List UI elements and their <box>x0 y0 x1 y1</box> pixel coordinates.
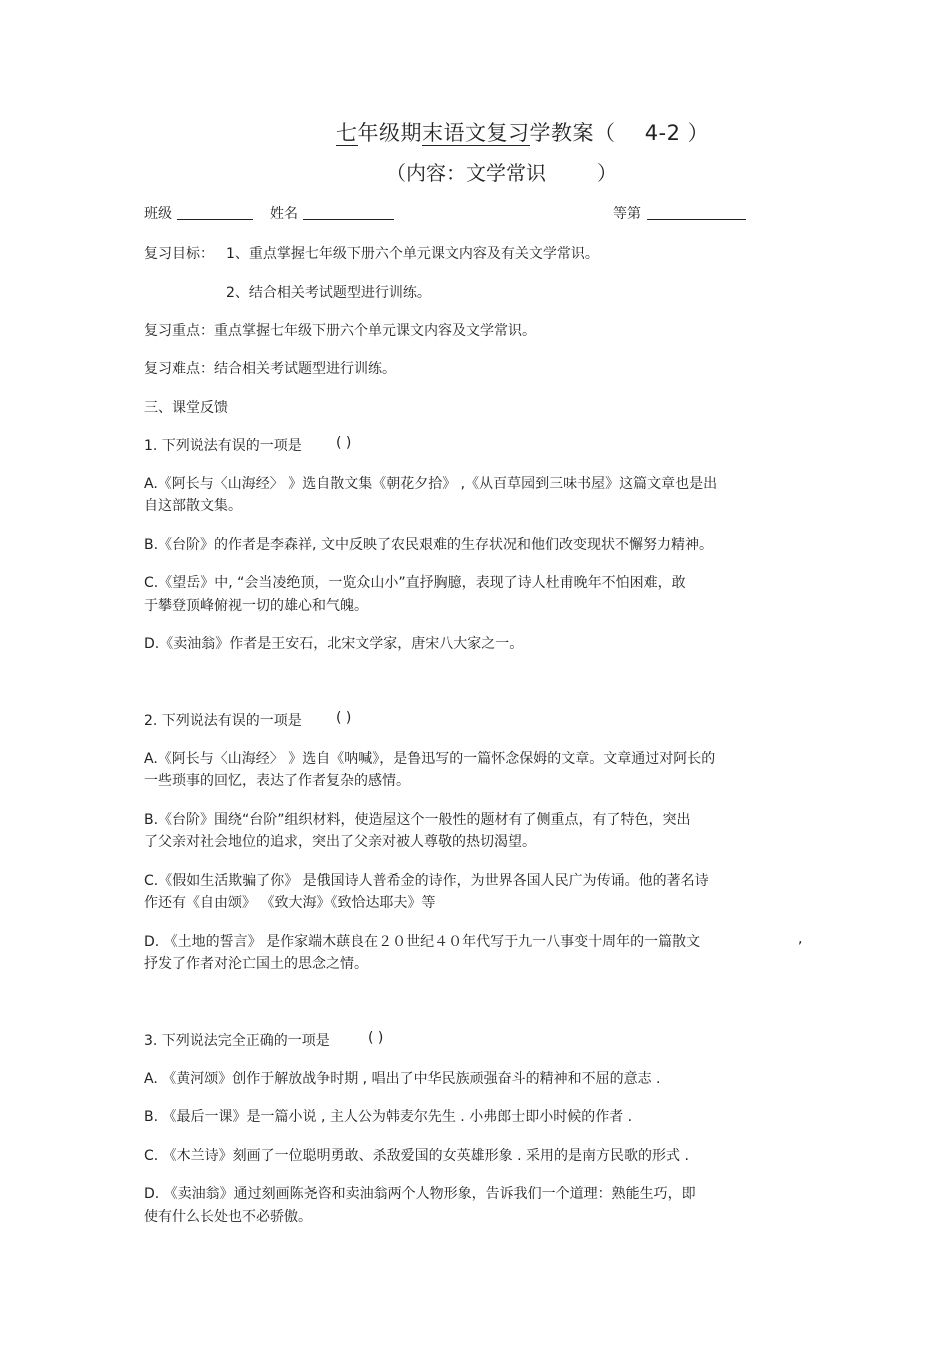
q3-option-d-line2: 使有什么长处也不必骄傲。 <box>144 1209 312 1225</box>
q2-option-b-line1: B.《台阶》围绕“台阶”组织材料，使造屋这个一般性的题材有了侧重点，有了特色，突出 <box>144 812 691 828</box>
q2-option-c-line2: 作还有《自由颂》 《致大海》《致恰达耶夫》等 <box>144 895 436 911</box>
subtitle-left: （内容：文学常识 <box>386 161 546 185</box>
q3-option-a: A. 《黄河颂》创作于解放战争时期 , 唱出了中华民族顽强奋斗的精神和不屈的意志 . <box>144 1071 661 1087</box>
page-subtitle <box>386 157 546 186</box>
q3-stem: 3. 下列说法完全正确的一项是 <box>144 1033 330 1049</box>
goal-item-2: 2、结合相关考试题型进行训练。 <box>226 285 431 301</box>
q2-option-d-comma: , <box>798 931 803 947</box>
page-title <box>336 117 709 147</box>
q1-answer-paren: ( ) <box>336 435 352 451</box>
title-part-1: 七 <box>336 121 358 145</box>
q2-stem: 2. 下列说法有误的一项是 <box>144 713 302 729</box>
name-blank[interactable] <box>303 205 394 220</box>
q3-option-b: B. 《最后一课》是一篇小说 , 主人公为韩麦尔先生 . 小弗郎士即小时候的作者 . <box>144 1109 633 1125</box>
title-part-2: 年级期 <box>357 121 422 145</box>
q2-option-d-line2: 抒发了作者对沦亡国土的思念之情。 <box>144 956 368 972</box>
q1-stem: 1. 下列说法有误的一项是 <box>144 438 302 454</box>
name-label: 姓名 <box>270 206 298 222</box>
q2-option-d-line1: D. 《土地的誓言》 是作家端木蕻良在２０世纪４０年代写于九一八事变十周年的一篇散文 <box>144 934 701 950</box>
q1-option-b: B.《台阶》的作者是李森祥, 文中反映了农民艰难的生存状况和他们改变现状不懈努力精神。 <box>144 537 713 553</box>
q1-option-d: D.《卖油翁》作者是王安石，北宋文学家，唐宋八大家之一。 <box>144 636 524 652</box>
review-difficulty: 复习难点：结合相关考试题型进行训练。 <box>144 361 396 377</box>
class-label: 班级 <box>144 206 172 222</box>
class-blank[interactable] <box>177 205 253 220</box>
q2-option-a-line2: 一些琐事的回忆，表达了作者复杂的感情。 <box>144 773 410 789</box>
grade-label: 等第 <box>613 206 641 222</box>
q3-answer-paren: ( ) <box>368 1030 384 1046</box>
q3-option-d-line1: D. 《卖油翁》通过刻画陈尧咨和卖油翁两个人物形象，告诉我们一个道理：熟能生巧，即 <box>144 1186 696 1202</box>
goal-item-1: 1、重点掌握七年级下册六个单元课文内容及有关文学常识。 <box>226 246 599 262</box>
q2-answer-paren: ( ) <box>336 710 352 726</box>
subtitle-close: ） <box>597 161 617 185</box>
q2-option-b-line2: 了父亲对社会地位的追求，突出了父亲对被人尊敬的热切渴望。 <box>144 834 536 850</box>
title-part-3: 末语文复习 <box>422 121 530 145</box>
q1-option-c-line1: C.《望岳》中, “会当凌绝顶，一览众山小”直抒胸臆，表现了诗人杜甫晚年不怕困难，敢 <box>144 575 686 591</box>
review-focus: 复习重点：重点掌握七年级下册六个单元课文内容及文学常识。 <box>144 323 536 339</box>
q1-option-c-line2: 于攀登顶峰俯视一切的雄心和气魄。 <box>144 598 368 614</box>
q1-option-a-line1: A.《阿长与〈山海经〉 》选自散文集《朝花夕拾》 ,《从百草园到三味书屋》这篇文章也是出 <box>144 476 718 492</box>
title-part-4: 学教案（ <box>529 121 616 145</box>
q2-option-a-line1: A.《阿长与〈山海经〉 》选自《呐喊》，是鲁迅写的一篇怀念保姆的文章。文章通过对阿长的 <box>144 751 716 767</box>
q2-option-c-line1: C.《假如生活欺骗了你》 是俄国诗人普希金的诗作，为世界各国人民广为传诵。他的著名诗 <box>144 873 709 889</box>
section-heading: 三、课堂反馈 <box>144 400 228 416</box>
q3-option-c: C. 《木兰诗》刻画了一位聪明勇敢、杀敌爱国的女英雄形象 . 采用的是南方民歌的形式 . <box>144 1148 689 1164</box>
goals-label: 复习目标： <box>144 246 214 262</box>
q1-option-a-line2: 自这部散文集。 <box>144 498 242 514</box>
title-part-5: 4-2 ） <box>644 121 710 145</box>
grade-blank[interactable] <box>647 205 746 220</box>
